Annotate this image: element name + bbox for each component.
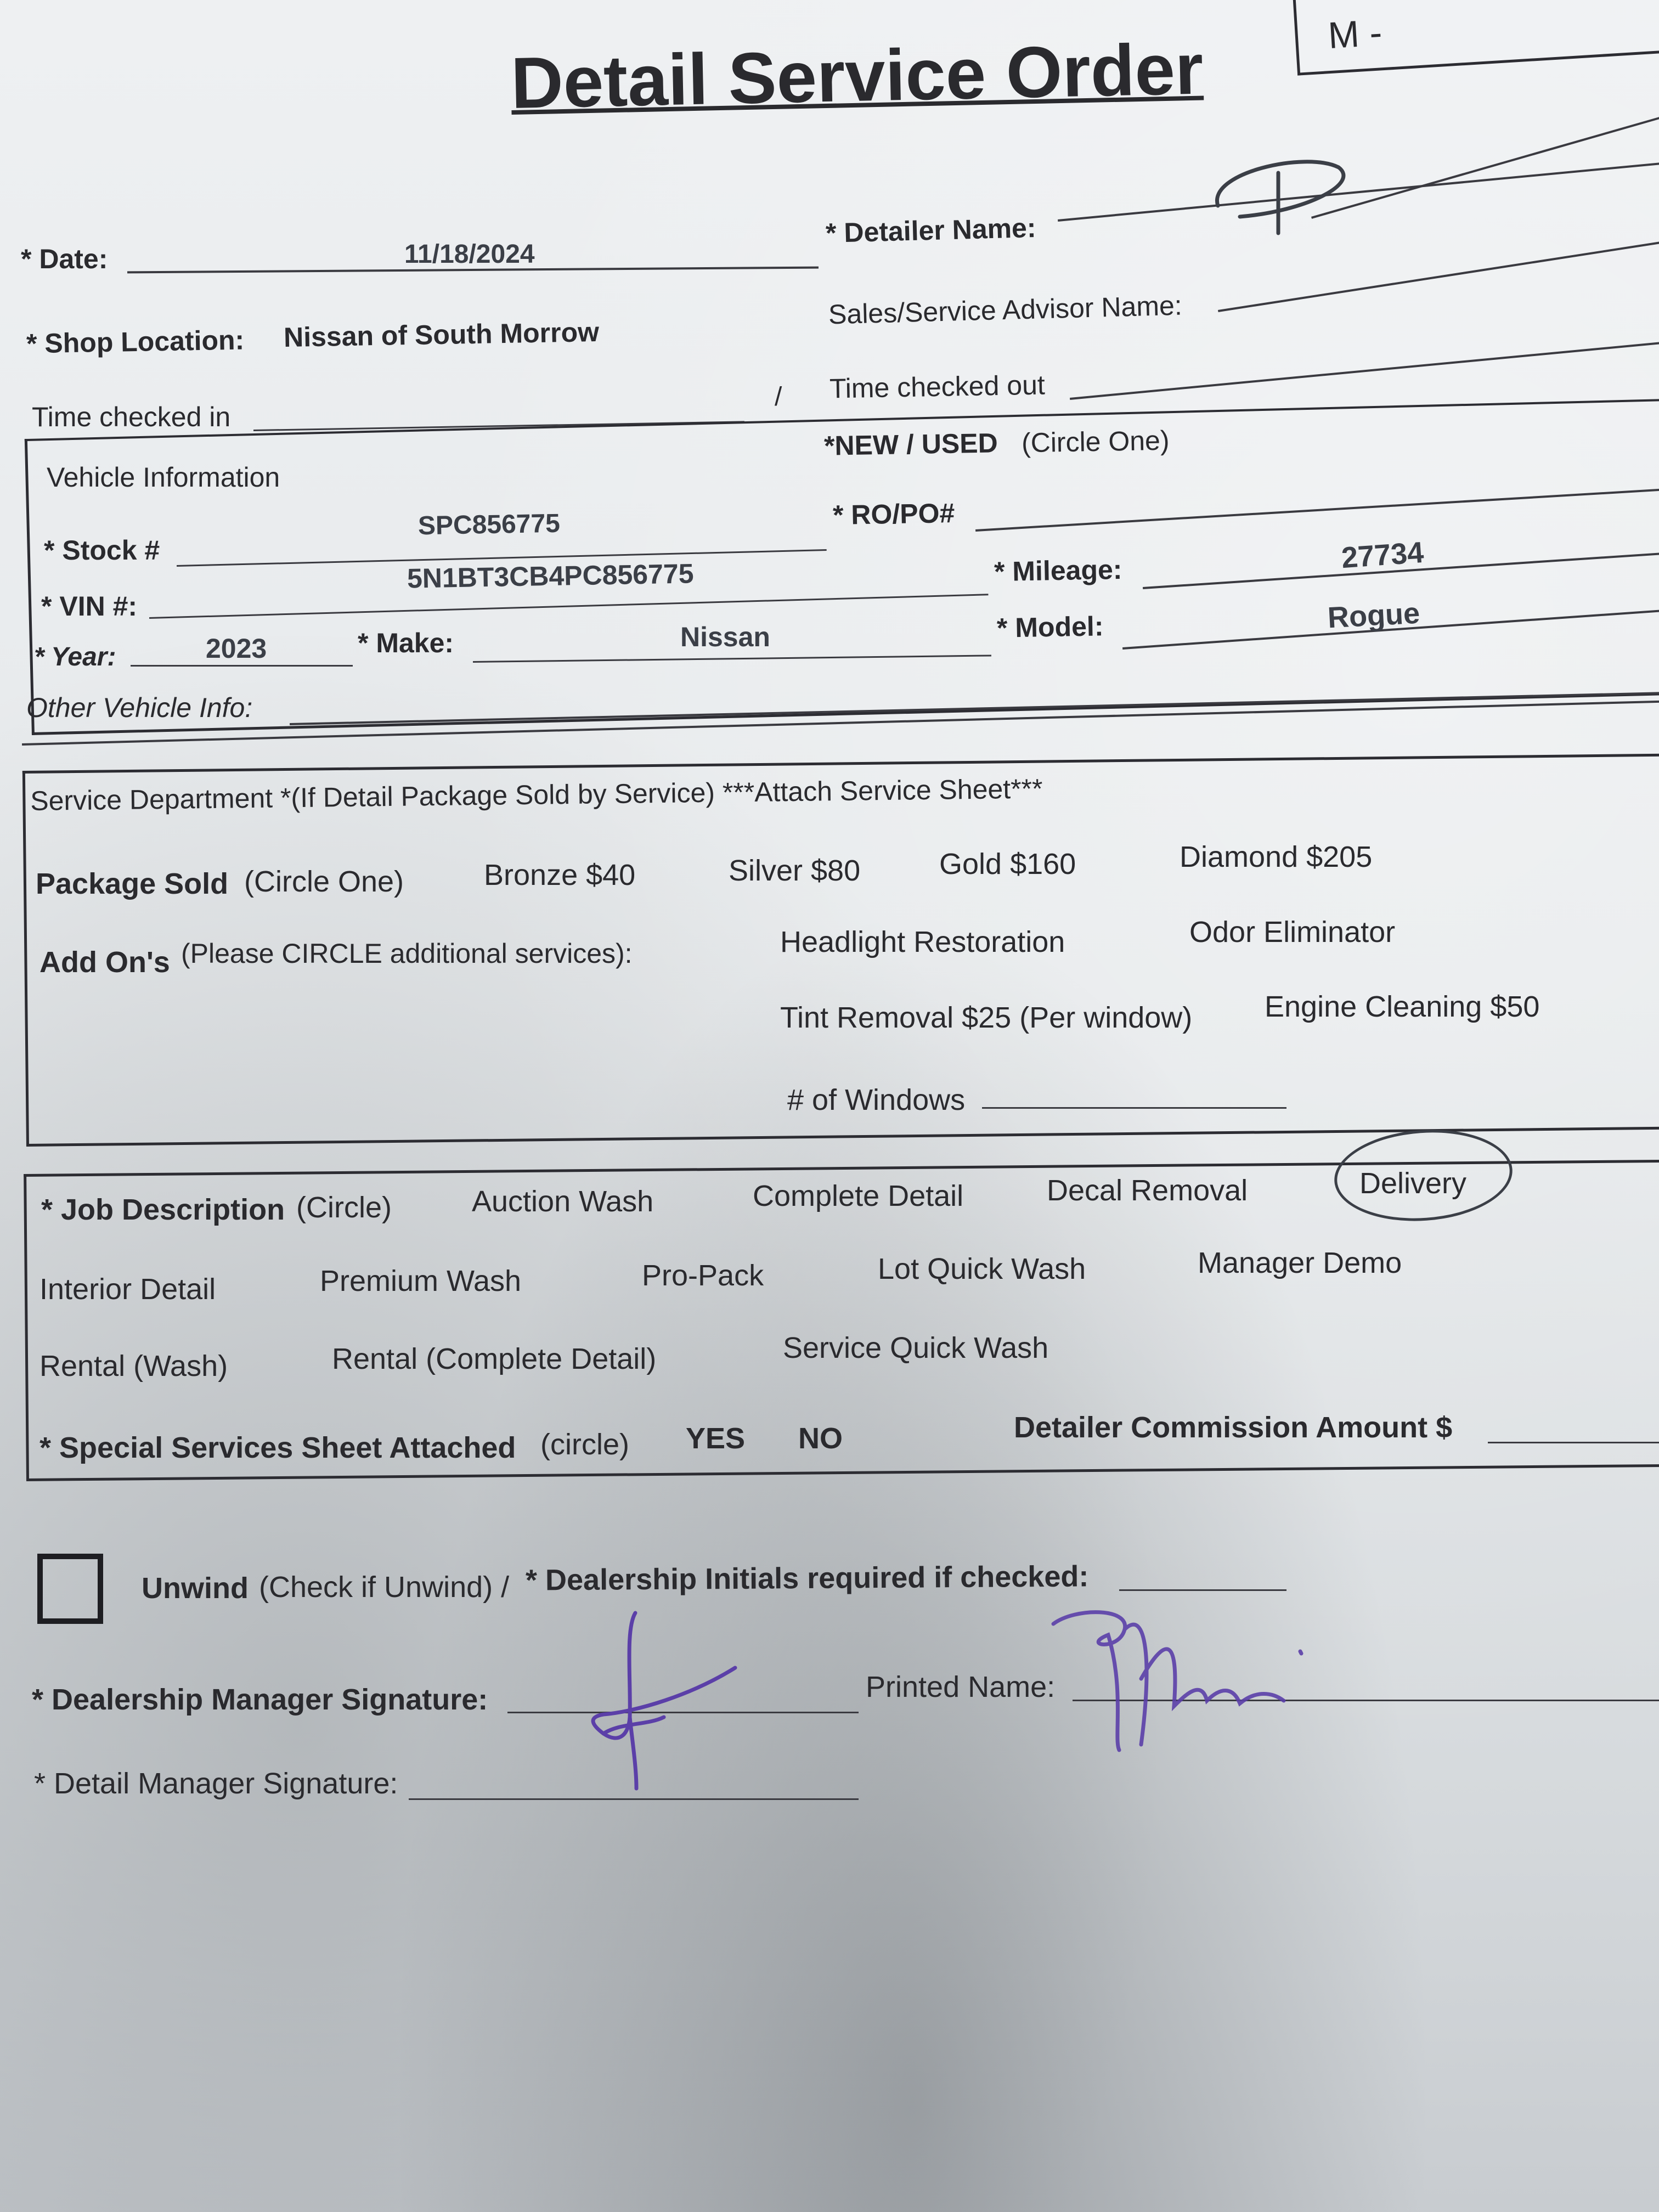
addon-headlight-restoration[interactable]: Headlight Restoration (780, 926, 1065, 958)
package-note: (Circle One) (244, 865, 404, 898)
shop-location-value: Nissan of South Morrow (283, 316, 600, 353)
job-decal-removal[interactable]: Decal Removal (1047, 1174, 1248, 1207)
vin-value: 5N1BT3CB4PC856775 (407, 558, 694, 594)
year-value: 2023 (206, 633, 267, 664)
model-value: Rogue (1327, 596, 1421, 635)
package-gold[interactable]: Gold $160 (939, 848, 1076, 881)
service-header: Service Department *(If Detail Package Sold by Service) ***Attach Service Sheet*** (30, 773, 1043, 816)
make-label: * Make: (358, 628, 454, 658)
corner-box-label: M - (1327, 12, 1384, 57)
make-value: Nissan (680, 622, 770, 652)
unwind-checkbox[interactable] (37, 1554, 103, 1624)
year-line (131, 665, 353, 667)
vin-label: * VIN #: (41, 591, 138, 622)
addon-odor-eliminator[interactable]: Odor Eliminator (1189, 916, 1396, 949)
job-interior-detail[interactable]: Interior Detail (40, 1273, 216, 1306)
commission-line (1488, 1442, 1659, 1443)
initials-line (1119, 1589, 1286, 1591)
addons-label: Add On's (40, 946, 170, 979)
dealership-signature-label: * Dealership Manager Signature: (32, 1683, 488, 1716)
job-pro-pack[interactable]: Pro-Pack (642, 1259, 764, 1292)
mileage-value: 27734 (1340, 535, 1425, 575)
vehicle-section-label: Vehicle Information (47, 462, 280, 493)
ro-po-label: * RO/PO# (832, 498, 955, 531)
package-diamond[interactable]: Diamond $205 (1180, 840, 1373, 873)
job-note: (Circle) (296, 1191, 392, 1224)
package-label: Package Sold (36, 867, 229, 900)
date-value: 11/18/2024 (404, 240, 535, 269)
advisor-label: Sales/Service Advisor Name: (828, 290, 1183, 330)
other-vehicle-label: Other Vehicle Info: (26, 692, 253, 723)
special-services-label: * Special Services Sheet Attached (40, 1431, 516, 1464)
dealership-manager-signature (571, 1607, 746, 1794)
job-auction-wash[interactable]: Auction Wash (472, 1185, 654, 1218)
windows-label: # of Windows (787, 1084, 966, 1116)
addon-engine-cleaning[interactable]: Engine Cleaning $50 (1265, 990, 1540, 1023)
time-separator: / (775, 382, 782, 411)
mileage-label: * Mileage: (994, 554, 1122, 588)
shop-location-label: * Shop Location: (26, 324, 245, 359)
stock-label: * Stock # (44, 535, 160, 566)
addon-tint-removal[interactable]: Tint Removal $25 (Per window) (780, 1001, 1193, 1034)
printed-name-label: Printed Name: (866, 1671, 1056, 1703)
date-label: * Date: (21, 244, 108, 274)
job-complete-detail[interactable]: Complete Detail (753, 1180, 964, 1212)
new-used-label: *NEW / USED (823, 427, 998, 461)
printed-name-signature (1042, 1596, 1328, 1761)
time-out-label: Time checked out (829, 369, 1046, 404)
job-service-quick-wash[interactable]: Service Quick Wash (783, 1331, 1049, 1364)
job-rental-complete-detail[interactable]: Rental (Complete Detail) (332, 1342, 657, 1375)
special-yes[interactable]: YES (686, 1422, 746, 1455)
unwind-note: (Check if Unwind) / (259, 1571, 510, 1604)
special-no[interactable]: NO (798, 1422, 843, 1455)
detail-manager-signature-label: * Detail Manager Signature: (34, 1767, 398, 1800)
job-lot-quick-wash[interactable]: Lot Quick Wash (878, 1252, 1086, 1285)
new-used-note: (Circle One) (1021, 425, 1170, 459)
package-silver[interactable]: Silver $80 (729, 854, 861, 887)
year-label: * Year: (34, 642, 116, 672)
time-in-label: Time checked in (32, 402, 231, 432)
model-label: * Model: (996, 611, 1104, 644)
detailer-initial-scribble (1196, 140, 1361, 250)
windows-line (982, 1107, 1286, 1109)
job-manager-demo[interactable]: Manager Demo (1198, 1246, 1402, 1279)
form-title: Detail Service Order (510, 28, 1204, 123)
package-bronze[interactable]: Bronze $40 (484, 859, 636, 891)
addons-note: (Please CIRCLE additional services): (181, 938, 633, 969)
job-delivery[interactable]: Delivery (1359, 1167, 1467, 1200)
time-out-line (1070, 341, 1659, 400)
corner-box (1292, 0, 1659, 76)
stock-value: SPC856775 (417, 509, 561, 541)
unwind-label: Unwind (142, 1572, 249, 1605)
job-premium-wash[interactable]: Premium Wash (320, 1265, 522, 1297)
commission-label: Detailer Commission Amount $ (1014, 1411, 1453, 1444)
detailer-name-label: * Detailer Name: (825, 212, 1037, 249)
unwind-required-label: * Dealership Initials required if checked: (525, 1560, 1089, 1597)
job-rental-wash[interactable]: Rental (Wash) (40, 1350, 228, 1383)
special-services-note: (circle) (540, 1428, 629, 1461)
job-label: * Job Description (41, 1193, 285, 1226)
advisor-line (1218, 240, 1659, 312)
detail-manager-signature-line (409, 1798, 859, 1800)
